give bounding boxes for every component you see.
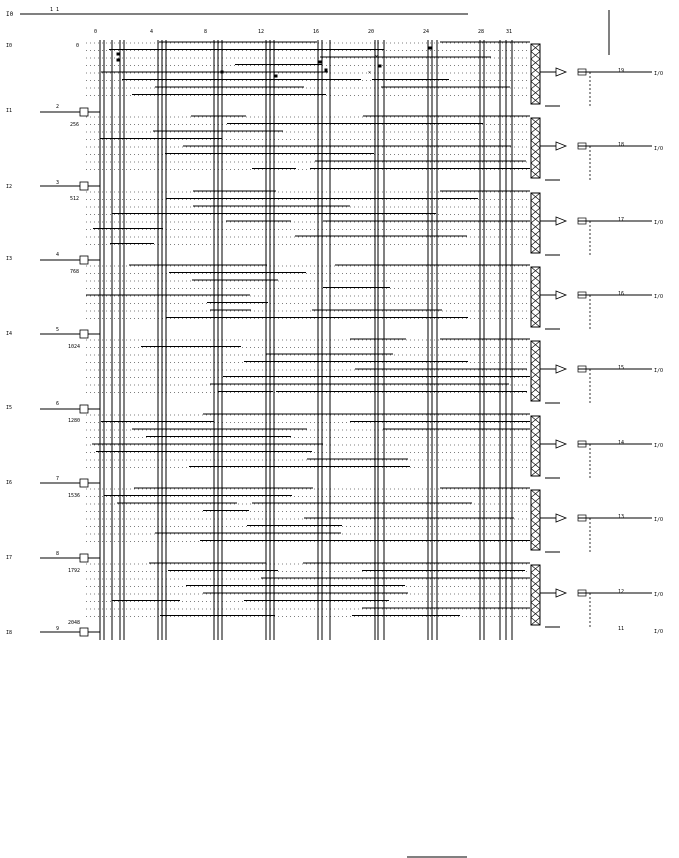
output-pin-label: 15	[618, 365, 625, 371]
input-buffer	[80, 628, 88, 636]
output-buffer	[556, 291, 566, 299]
fuse-dot	[117, 59, 120, 62]
input-buffer	[80, 256, 88, 264]
input-pin-label: I8	[6, 630, 13, 636]
output-pin-label: 19	[618, 68, 625, 74]
column-label: 16	[313, 29, 320, 35]
input-num-label: 2	[56, 104, 60, 110]
output-buffer	[556, 142, 566, 150]
input-pin-label: I6	[6, 480, 13, 486]
input-pin-label: I5	[6, 405, 13, 411]
fuse-grid	[40, 40, 652, 640]
output-pin-label: 13	[618, 514, 625, 520]
input-num-label: 9	[56, 626, 60, 632]
input-buffer	[80, 405, 88, 413]
output-buffer	[556, 365, 566, 373]
input-pin-label: I4	[6, 331, 13, 337]
input-num-label: 4	[56, 252, 60, 258]
output-pin-label: 11	[618, 626, 625, 632]
output-io-label: I/O	[654, 368, 664, 374]
output-io-label: I/O	[654, 443, 664, 449]
input-pin-label: I7	[6, 555, 13, 561]
output-io-label: I/O	[654, 71, 664, 77]
output-pin-label: 14	[618, 440, 625, 446]
input-buffer	[80, 108, 88, 116]
output-io-label: I/O	[654, 146, 664, 152]
input-buffer	[80, 554, 88, 562]
fuse-x: ×	[368, 70, 372, 76]
fuse-dot	[275, 75, 278, 78]
row-label: 512	[70, 196, 80, 202]
output-io-label: I/O	[654, 629, 664, 635]
column-label: 0	[94, 29, 98, 35]
column-label: 31	[506, 29, 513, 35]
row-label: 1536	[68, 493, 81, 499]
input-num-label: 6	[56, 401, 60, 407]
fuse-x: ×	[375, 54, 379, 60]
row-label: 0	[76, 43, 80, 49]
left-input-labels	[6, 43, 59, 636]
column-labels	[94, 29, 512, 35]
fuse-dot	[221, 71, 224, 74]
column-label: 12	[258, 29, 265, 35]
output-buffer	[556, 514, 566, 522]
top-left-label: I0	[6, 11, 14, 18]
output-io-label: I/O	[654, 294, 664, 300]
input-pin-label: I0	[6, 43, 13, 49]
input-pin-label: I2	[6, 184, 13, 190]
input-num-label: 8	[56, 551, 60, 557]
input-pin-label: I1	[6, 108, 13, 114]
top-bar-label: 1 1	[50, 7, 60, 13]
row-label: 2048	[68, 620, 81, 626]
fuse-dot	[117, 53, 120, 56]
output-io-label: I/O	[654, 592, 664, 598]
row-label: 1024	[68, 344, 81, 350]
column-label: 20	[368, 29, 375, 35]
row-label: 1792	[68, 568, 81, 574]
output-io-label: I/O	[654, 220, 664, 226]
fuse-dot	[429, 47, 432, 50]
input-num-label: 3	[56, 180, 60, 186]
row-label: 768	[70, 269, 80, 275]
fuse-dot	[319, 61, 322, 64]
output-labels	[618, 68, 663, 635]
footer-note: ________	[407, 849, 432, 855]
fuse-dot	[379, 65, 382, 68]
column-label: 28	[478, 29, 485, 35]
column-label: 4	[150, 29, 154, 35]
column-label: 24	[423, 29, 430, 35]
output-buffer	[556, 589, 566, 597]
input-num-label: 7	[56, 476, 60, 482]
output-buffer	[556, 217, 566, 225]
output-pin-label: 17	[618, 217, 625, 223]
output-io-label: I/O	[654, 517, 664, 523]
column-label: 8	[204, 29, 208, 35]
output-buffer	[556, 68, 566, 76]
input-buffer	[80, 479, 88, 487]
row-label: 1280	[68, 418, 81, 424]
input-pin-label: I3	[6, 256, 13, 262]
input-buffer	[80, 330, 88, 338]
output-pin-label: 12	[618, 589, 625, 595]
output-buffer	[556, 440, 566, 448]
fuse-dot	[325, 69, 328, 72]
input-buffer	[80, 182, 88, 190]
row-label: 256	[70, 122, 80, 128]
input-num-label: 5	[56, 327, 60, 333]
output-pin-label: 18	[618, 142, 625, 148]
output-pin-label: 16	[618, 291, 625, 297]
